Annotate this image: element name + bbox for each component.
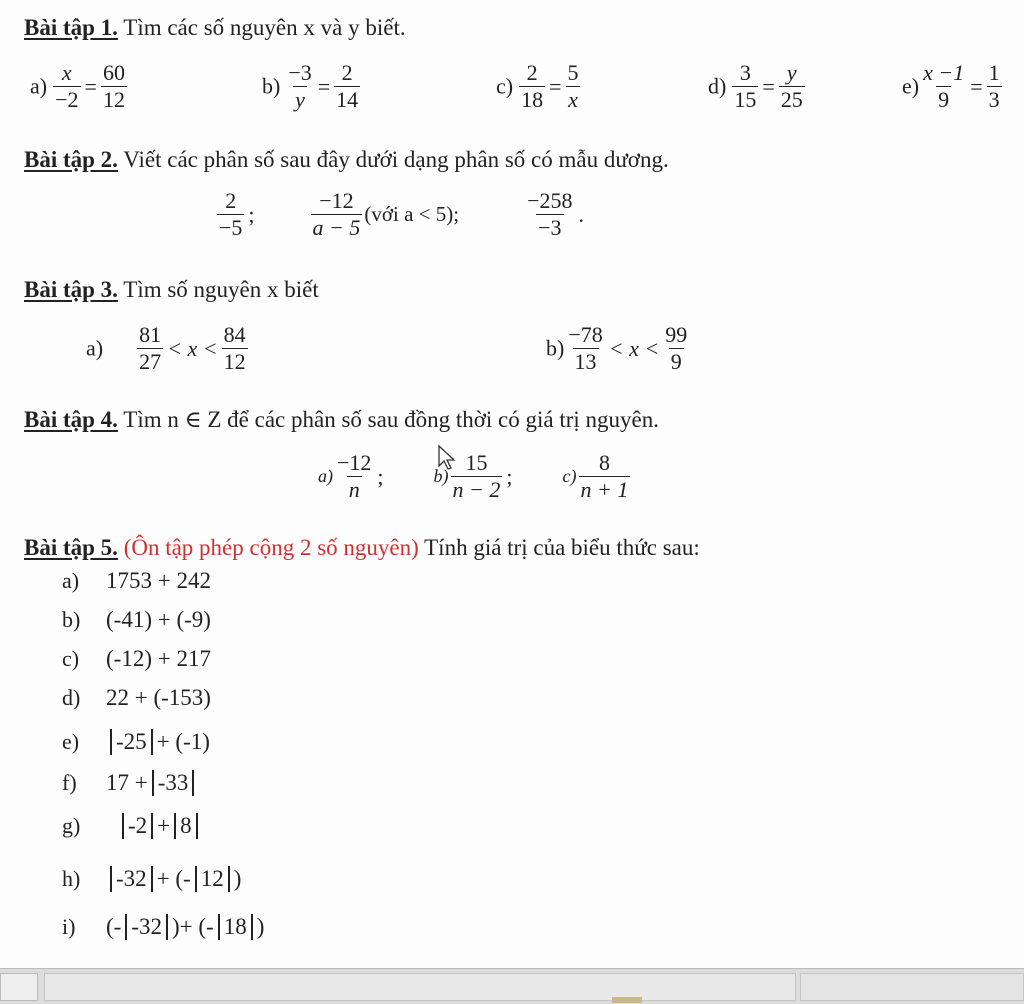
absolute-value: -32 bbox=[116, 866, 147, 891]
expression: (-41) + (-9) bbox=[106, 607, 211, 632]
exercise-5-heading bbox=[24, 534, 700, 562]
exercise-2-title: Bài tập 2. bbox=[24, 147, 118, 172]
item-label: h) bbox=[62, 866, 81, 891]
absolute-value: -32 bbox=[131, 914, 162, 939]
exercise-4-text: Tìm n ∈ Z để các phân số sau đồng thời có giá trị nguyên. bbox=[117, 407, 659, 432]
item-label: e) bbox=[62, 729, 80, 754]
exercise-5-title: Bài tập 5. bbox=[24, 535, 118, 560]
fraction-numerator: x bbox=[61, 60, 72, 85]
exercise-1-item-b: b) $\frac{-3}{y}$ = $\frac{2}{14}$ bbox=[262, 60, 359, 112]
item-label: g) bbox=[62, 813, 81, 838]
item-label: i) bbox=[62, 914, 76, 939]
fraction-denominator: 14 bbox=[336, 87, 359, 112]
exercise-3-item-b bbox=[546, 322, 691, 375]
exercise-3-text: Tìm số nguyên x biết bbox=[117, 277, 319, 302]
exercise-1-item-e: e) $\frac{x -1}{9}$ = $\frac{1}{3}$ bbox=[902, 60, 1000, 112]
expression: + (-1) bbox=[156, 729, 210, 754]
exercise-2-heading bbox=[24, 146, 669, 174]
expression: )+ (- bbox=[172, 914, 214, 939]
fraction-denominator: 3 bbox=[988, 87, 1000, 112]
item-label: b) bbox=[262, 73, 281, 99]
fraction-denominator: 9 bbox=[670, 349, 682, 374]
fraction-numerator: −12 bbox=[337, 450, 372, 475]
exercise-5-item-h bbox=[62, 866, 241, 892]
expression: (-12) + 217 bbox=[106, 646, 211, 671]
separator: ; bbox=[506, 463, 513, 489]
fraction-denominator: 13 bbox=[574, 349, 597, 374]
exercise-1-heading bbox=[24, 14, 406, 42]
fraction-denominator: a − 5 bbox=[312, 215, 361, 240]
exercise-5-item-c bbox=[62, 646, 211, 672]
item-label: b) bbox=[546, 335, 565, 361]
item-label: c) bbox=[496, 73, 514, 99]
fraction-denominator: −5 bbox=[219, 215, 243, 240]
fraction-numerator: −12 bbox=[319, 188, 354, 213]
fraction-denominator: −3 bbox=[538, 215, 562, 240]
scroll-position-marker bbox=[612, 997, 642, 1003]
period: . bbox=[578, 201, 585, 227]
absolute-value: -25 bbox=[116, 729, 147, 754]
fraction-numerator: 81 bbox=[139, 322, 162, 347]
fraction-numerator: 1 bbox=[988, 60, 1000, 85]
item-label: c) bbox=[562, 466, 577, 486]
exercise-2-fractions bbox=[215, 188, 586, 241]
fraction-denominator: 25 bbox=[780, 87, 803, 112]
item-label: a) bbox=[86, 335, 104, 361]
closing-paren: ) bbox=[256, 914, 265, 939]
fraction-numerator: 2 bbox=[225, 188, 237, 213]
exercise-4-heading bbox=[24, 406, 659, 434]
expression: + (- bbox=[156, 866, 191, 891]
exercise-5-item-i bbox=[62, 914, 264, 940]
item-label: a) bbox=[62, 568, 80, 593]
fraction-numerator: y bbox=[786, 60, 797, 85]
item-label: a) bbox=[318, 466, 333, 486]
fraction-denominator: 12 bbox=[102, 87, 125, 112]
fraction-numerator: −3 bbox=[288, 60, 312, 85]
fraction-numerator: 5 bbox=[567, 60, 579, 85]
absolute-value: 8 bbox=[180, 813, 192, 838]
exercise-1-item-a: a) $\frac{x}{-2}$ = $\frac{60}{12}$ bbox=[30, 60, 125, 112]
plus-sign: + bbox=[157, 813, 171, 838]
exercise-5-text: Tính giá trị của biểu thức sau: bbox=[418, 535, 700, 560]
fraction-denominator: n − 2 bbox=[452, 477, 501, 502]
fraction-numerator: x −1 bbox=[923, 60, 965, 85]
fraction-denominator: 9 bbox=[938, 87, 950, 112]
exercise-4-fractions bbox=[318, 450, 632, 503]
fraction-numerator: 2 bbox=[526, 60, 538, 85]
exercise-5-item-e bbox=[62, 729, 210, 755]
fraction-note: (với a < 5); bbox=[364, 202, 460, 226]
item-label: f) bbox=[62, 770, 77, 795]
exercise-3-item-a bbox=[86, 322, 250, 375]
item-label: b) bbox=[433, 466, 449, 486]
expression: 17 + bbox=[106, 770, 148, 795]
absolute-value: 12 bbox=[200, 866, 224, 891]
item-label: e) bbox=[902, 73, 920, 99]
fraction-numerator: 2 bbox=[341, 60, 353, 85]
scroll-left-button[interactable] bbox=[0, 973, 38, 1001]
fraction-denominator: 15 bbox=[734, 87, 757, 112]
exercise-3-heading bbox=[24, 276, 319, 304]
exercise-4-title: Bài tập 4. bbox=[24, 407, 118, 432]
expression: (- bbox=[106, 914, 122, 939]
item-label: d) bbox=[708, 73, 727, 99]
horizontal-scrollbar[interactable] bbox=[0, 968, 1024, 1004]
separator: ; bbox=[377, 463, 384, 489]
exercise-3-title: Bài tập 3. bbox=[24, 277, 118, 302]
fraction-numerator: 15 bbox=[465, 450, 488, 475]
fraction-numerator: −78 bbox=[568, 322, 603, 347]
fraction-numerator: 84 bbox=[223, 322, 246, 347]
fraction-denominator: y bbox=[295, 87, 305, 112]
fraction-denominator: −2 bbox=[55, 87, 79, 112]
expression: 1753 + 242 bbox=[106, 568, 211, 593]
fraction-denominator: n bbox=[348, 477, 360, 502]
exercise-5-red-note: (Ôn tập phép cộng 2 số nguyên) bbox=[117, 535, 419, 560]
exercise-5-item-a bbox=[62, 568, 211, 594]
item-label: c) bbox=[62, 646, 80, 671]
item-label: a) bbox=[30, 73, 48, 99]
fraction-denominator: x bbox=[568, 87, 578, 112]
exercise-5-item-g bbox=[62, 813, 202, 839]
inequality: < x < bbox=[167, 335, 218, 361]
absolute-value: -2 bbox=[128, 813, 148, 838]
mouse-cursor-icon bbox=[437, 444, 457, 470]
fraction-denominator: 18 bbox=[521, 87, 544, 112]
fraction-numerator: 3 bbox=[739, 60, 751, 85]
inequality: < x < bbox=[608, 335, 660, 361]
absolute-value: 18 bbox=[223, 914, 247, 939]
expression: 22 + (-153) bbox=[106, 685, 211, 710]
exercise-1-text: Tìm các số nguyên x và y biết. bbox=[117, 15, 406, 40]
item-label: d) bbox=[62, 685, 81, 710]
scrollbar-track-right[interactable] bbox=[800, 973, 1024, 1001]
exercise-2-text: Viết các phân số sau đây dưới dạng phân số có mẫu dương. bbox=[117, 147, 669, 172]
fraction-numerator: 8 bbox=[598, 450, 610, 475]
fraction-numerator: −258 bbox=[527, 188, 573, 213]
exercise-5-item-f bbox=[62, 770, 198, 796]
fraction-denominator: 27 bbox=[139, 349, 162, 374]
item-label: b) bbox=[62, 607, 81, 632]
exercise-5-item-d bbox=[62, 685, 211, 711]
exercise-5-item-b bbox=[62, 607, 211, 633]
scrollbar-thumb[interactable] bbox=[44, 973, 796, 1001]
exercise-1-item-c: c) $\frac{2}{18}$ = $\frac{5}{x}$ bbox=[496, 60, 579, 112]
separator: ; bbox=[248, 201, 255, 227]
fraction-denominator: 12 bbox=[223, 349, 246, 374]
fraction-denominator: n + 1 bbox=[580, 477, 629, 502]
exercise-1-title: Bài tập 1. bbox=[24, 15, 118, 40]
exercise-1-item-d: d) $\frac{3}{15}$ = $\frac{y}{25}$ bbox=[708, 60, 803, 112]
closing-paren: ) bbox=[233, 866, 242, 891]
fraction-numerator: 99 bbox=[665, 322, 688, 347]
absolute-value: -33 bbox=[157, 770, 189, 795]
fraction-numerator: 60 bbox=[102, 60, 125, 85]
